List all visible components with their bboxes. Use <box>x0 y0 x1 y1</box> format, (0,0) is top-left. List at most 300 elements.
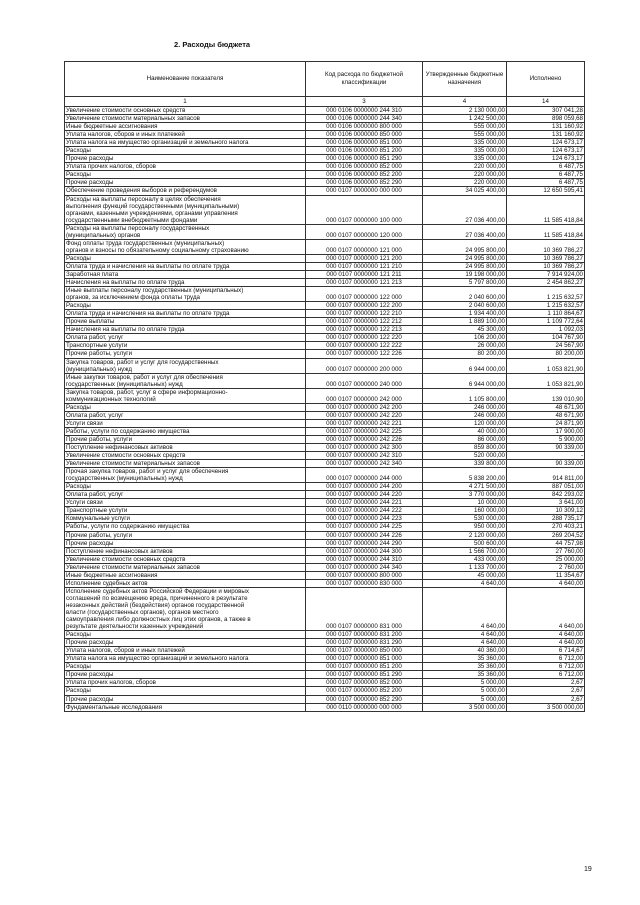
row-code: 000 0107 0000000 121 000 <box>306 239 423 254</box>
row-approved: 35 360,00 <box>423 663 507 671</box>
row-approved: 220 000,00 <box>423 179 507 187</box>
row-executed: 25 000,00 <box>507 555 585 563</box>
row-approved: 4 640,00 <box>423 587 507 630</box>
row-approved: 2 040 600,00 <box>423 302 507 310</box>
table-row <box>65 358 585 373</box>
row-name: Увеличение стоимости основных средств <box>65 452 306 460</box>
row-name: Закупка товаров, работ, услуг в сфере информационно- коммуникационных технологий <box>65 388 306 403</box>
table-row <box>65 507 585 515</box>
table-row <box>65 655 585 663</box>
row-executed: 842 293,02 <box>507 491 585 499</box>
row-name: Прочие работы, услуги <box>65 531 306 539</box>
row-approved: 6 944 000,00 <box>423 358 507 373</box>
table-row <box>65 123 585 131</box>
column-number: 3 <box>306 97 423 107</box>
row-approved: 5 000,00 <box>423 679 507 687</box>
table-row <box>65 695 585 703</box>
row-name: Иные выплаты персоналу государственных (муниципальных) органов, за исключением фонда оплаты труда <box>65 287 306 302</box>
table-row <box>65 318 585 326</box>
table-row <box>65 342 585 350</box>
row-code: 000 0106 0000000 851 290 <box>306 155 423 163</box>
row-code: 000 0107 0000000 852 290 <box>306 695 423 703</box>
header-name: Наименование показателя <box>65 62 306 97</box>
row-approved: 335 000,00 <box>423 147 507 155</box>
row-name: Услуги связи <box>65 499 306 507</box>
row-executed: 898 059,68 <box>507 115 585 123</box>
row-code: 000 0107 0000000 242 221 <box>306 419 423 427</box>
row-approved: 4 640,00 <box>423 639 507 647</box>
row-code: 000 0106 0000000 244 340 <box>306 115 423 123</box>
row-approved: 1 889 100,00 <box>423 318 507 326</box>
row-executed: - <box>507 452 585 460</box>
table-body <box>65 107 585 712</box>
row-executed: 3 500 000,00 <box>507 703 585 711</box>
row-name: Поступление нефинансовых активов <box>65 547 306 555</box>
row-executed: 24 567,90 <box>507 342 585 350</box>
row-executed: 124 673,17 <box>507 139 585 147</box>
column-number: 4 <box>423 97 507 107</box>
row-approved: 433 000,00 <box>423 555 507 563</box>
row-name: Транспортные услуги <box>65 507 306 515</box>
row-name: Расходы <box>65 631 306 639</box>
row-code: 000 0107 0000000 240 000 <box>306 373 423 388</box>
row-code: 000 0107 0000000 100 000 <box>306 195 423 224</box>
row-executed: 6 712,00 <box>507 663 585 671</box>
row-executed: 10 369 786,27 <box>507 254 585 262</box>
row-code: 000 0107 0000000 242 300 <box>306 444 423 452</box>
row-name: Прочие расходы <box>65 671 306 679</box>
row-code: 000 0107 0000000 121 211 <box>306 270 423 278</box>
table-row <box>65 155 585 163</box>
row-code: 000 0107 0000000 831 200 <box>306 631 423 639</box>
row-code: 000 0107 0000000 244 225 <box>306 523 423 531</box>
row-approved: 40 000,00 <box>423 427 507 435</box>
table-row <box>65 555 585 563</box>
row-name: Расходы <box>65 254 306 262</box>
row-code: 000 0107 0000000 242 220 <box>306 411 423 419</box>
row-code: 000 0106 0000000 244 310 <box>306 107 423 115</box>
table-row <box>65 270 585 278</box>
row-executed: 80 200,00 <box>507 350 585 358</box>
table-row <box>65 579 585 587</box>
row-name: Исполнение судебных актов <box>65 579 306 587</box>
section-title: 2. Расходы бюджета <box>174 40 251 49</box>
row-approved: 220 000,00 <box>423 163 507 171</box>
row-code: 000 0107 0000000 244 223 <box>306 515 423 523</box>
column-number: 1 <box>65 97 306 107</box>
row-name: Услуги связи <box>65 419 306 427</box>
row-code: 000 0107 0000000 120 000 <box>306 224 423 239</box>
row-name: Прочие выплаты <box>65 318 306 326</box>
row-code: 000 0107 0000000 242 225 <box>306 427 423 435</box>
row-approved: 45 000,00 <box>423 571 507 579</box>
row-executed: 1 092,03 <box>507 326 585 334</box>
row-code: 000 0107 0000000 122 226 <box>306 350 423 358</box>
row-name: Начисления на выплаты по оплате труда <box>65 326 306 334</box>
table-row <box>65 224 585 239</box>
row-code: 000 0107 0000000 244 220 <box>306 491 423 499</box>
table-row <box>65 547 585 555</box>
table-row <box>65 147 585 155</box>
header-executed: Исполнено <box>507 62 585 97</box>
row-code: 000 0107 0000000 000 000 <box>306 187 423 195</box>
table-row <box>65 571 585 579</box>
row-executed: 288 735,17 <box>507 515 585 523</box>
row-executed: 6 712,00 <box>507 671 585 679</box>
row-executed: 131 160,92 <box>507 123 585 131</box>
row-approved: 27 036 400,00 <box>423 224 507 239</box>
row-name: Фонд оплаты труда государственных (муниципальных) органов и взносы по обязательному социальному страхованию <box>65 239 306 254</box>
row-executed: 2,67 <box>507 695 585 703</box>
row-approved: 5 000,00 <box>423 695 507 703</box>
row-approved: 3 770 000,00 <box>423 491 507 499</box>
row-approved: 555 000,00 <box>423 123 507 131</box>
row-approved: 5 000,00 <box>423 687 507 695</box>
row-name: Иные закупки товаров, работ и услуг для обеспечения государственных (муниципальных) нужд <box>65 373 306 388</box>
row-executed: 131 160,92 <box>507 131 585 139</box>
row-name: Прочие расходы <box>65 179 306 187</box>
row-executed: 2,67 <box>507 679 585 687</box>
table-row <box>65 115 585 123</box>
row-approved: 40 360,00 <box>423 647 507 655</box>
row-code: 000 0106 0000000 852 000 <box>306 163 423 171</box>
row-approved: 335 000,00 <box>423 155 507 163</box>
row-name: Работы, услуги по содержанию имущества <box>65 523 306 531</box>
row-code: 000 0107 0000000 831 000 <box>306 587 423 630</box>
row-approved: 246 000,00 <box>423 403 507 411</box>
table-row <box>65 491 585 499</box>
row-approved: 5 797 800,00 <box>423 279 507 287</box>
row-name: Коммунальные услуги <box>65 515 306 523</box>
row-approved: 45 300,00 <box>423 326 507 334</box>
row-name: Прочая закупка товаров, работ и услуг для обеспечения государственных (муниципальных) нужд <box>65 468 306 483</box>
row-name: Увеличение стоимости основных средств <box>65 107 306 115</box>
table-row <box>65 671 585 679</box>
row-approved: 106 200,00 <box>423 334 507 342</box>
row-approved: 24 995 800,00 <box>423 239 507 254</box>
row-approved: 2 040 600,00 <box>423 287 507 302</box>
row-name: Расходы <box>65 687 306 695</box>
table-row <box>65 350 585 358</box>
row-executed: 104 767,90 <box>507 334 585 342</box>
row-code: 000 0107 0000000 244 310 <box>306 555 423 563</box>
row-name: Обеспечение проведения выборов и референдумов <box>65 187 306 195</box>
table-row <box>65 310 585 318</box>
row-executed: 11 585 418,84 <box>507 224 585 239</box>
row-name: Заработная плата <box>65 270 306 278</box>
row-approved: 246 000,00 <box>423 411 507 419</box>
row-name: Уплата налогов, сборов и иных платежей <box>65 647 306 655</box>
row-name: Прочие расходы <box>65 639 306 647</box>
row-code: 000 0107 0000000 244 200 <box>306 483 423 491</box>
row-executed: 48 671,90 <box>507 411 585 419</box>
row-executed: 307 041,28 <box>507 107 585 115</box>
row-name: Прочие работы, услуги <box>65 435 306 443</box>
row-code: 000 0106 0000000 800 000 <box>306 123 423 131</box>
table-row <box>65 131 585 139</box>
row-code: 000 0106 0000000 850 000 <box>306 131 423 139</box>
row-code: 000 0107 0000000 121 210 <box>306 262 423 270</box>
row-approved: 35 360,00 <box>423 655 507 663</box>
row-code: 000 0107 0000000 244 000 <box>306 468 423 483</box>
row-name: Расходы <box>65 171 306 179</box>
row-name: Расходы <box>65 302 306 310</box>
row-executed: 1 215 632,57 <box>507 287 585 302</box>
row-code: 000 0107 0000000 242 310 <box>306 452 423 460</box>
row-code: 000 0107 0000000 851 200 <box>306 663 423 671</box>
row-approved: 1 934 400,00 <box>423 310 507 318</box>
row-name: Транспортные услуги <box>65 342 306 350</box>
row-name: Расходы <box>65 483 306 491</box>
row-name: Оплата работ, услуг <box>65 334 306 342</box>
table-row <box>65 679 585 687</box>
row-code: 000 0107 0000000 244 221 <box>306 499 423 507</box>
row-executed: 12 650 595,41 <box>507 187 585 195</box>
table-row <box>65 687 585 695</box>
row-approved: 4 271 500,00 <box>423 483 507 491</box>
row-executed: 5 900,00 <box>507 435 585 443</box>
table-row <box>65 515 585 523</box>
column-number: 14 <box>507 97 585 107</box>
table-row <box>65 460 585 468</box>
table-row <box>65 239 585 254</box>
table-row <box>65 452 585 460</box>
table-row <box>65 171 585 179</box>
row-executed: 2,67 <box>507 687 585 695</box>
table-row <box>65 373 585 388</box>
row-name: Поступление нефинансовых активов <box>65 444 306 452</box>
row-code: 000 0107 0000000 830 000 <box>306 579 423 587</box>
row-name: Начисления на выплаты по оплате труда <box>65 279 306 287</box>
table-row <box>65 539 585 547</box>
row-executed: 4 640,00 <box>507 631 585 639</box>
row-executed: 1 053 821,90 <box>507 358 585 373</box>
table-row <box>65 326 585 334</box>
row-executed: 6 714,67 <box>507 647 585 655</box>
row-approved: 4 640,00 <box>423 579 507 587</box>
table-row <box>65 587 585 630</box>
row-name: Прочие расходы <box>65 155 306 163</box>
row-approved: 4 640,00 <box>423 631 507 639</box>
row-code: 000 0107 0000000 244 290 <box>306 539 423 547</box>
row-executed: 1 215 632,57 <box>507 302 585 310</box>
row-executed: 124 673,17 <box>507 155 585 163</box>
table-row <box>65 279 585 287</box>
row-approved: 220 000,00 <box>423 171 507 179</box>
page-number: 19 <box>584 866 592 873</box>
row-name: Исполнение судебных актов Российской Федерации и мировых соглашений по возмещению вреда, причиненного в результате незаконных действий (бездействия) органов государственной власти (государственных органов), органов местного самоуправления либо должностных лиц этих органов, а также в результате деятельности казенных учреждений <box>65 587 306 630</box>
row-executed: 11 354,67 <box>507 571 585 579</box>
table-row <box>65 531 585 539</box>
row-approved: 530 000,00 <box>423 515 507 523</box>
row-approved: 2 120 000,00 <box>423 531 507 539</box>
row-executed: 914 811,00 <box>507 468 585 483</box>
table-row <box>65 179 585 187</box>
table-row <box>65 107 585 115</box>
table-row <box>65 647 585 655</box>
table-row <box>65 388 585 403</box>
row-name: Расходы <box>65 663 306 671</box>
row-code: 000 0107 0000000 831 290 <box>306 639 423 647</box>
row-executed: 1 110 864,67 <box>507 310 585 318</box>
row-executed: 6 487,75 <box>507 171 585 179</box>
row-code: 000 0107 0000000 242 200 <box>306 403 423 411</box>
row-approved: 335 000,00 <box>423 139 507 147</box>
row-approved: 27 036 400,00 <box>423 195 507 224</box>
row-approved: 19 198 000,00 <box>423 270 507 278</box>
row-executed: 887 051,00 <box>507 483 585 491</box>
row-name: Уплата налогов, сборов и иных платежей <box>65 131 306 139</box>
table-row <box>65 195 585 224</box>
row-code: 000 0107 0000000 851 290 <box>306 671 423 679</box>
row-executed: 4 640,00 <box>507 639 585 647</box>
row-approved: 26 000,00 <box>423 342 507 350</box>
row-code: 000 0107 0000000 244 340 <box>306 563 423 571</box>
row-code: 000 0107 0000000 121 200 <box>306 254 423 262</box>
row-code: 000 0107 0000000 122 222 <box>306 342 423 350</box>
row-name: Расходы на выплаты персоналу в целях обеспечения выполнения функций государственными (муниципальными) органами, казенными учреждениями, органами управления государственными внебюджетными фондами <box>65 195 306 224</box>
row-approved: 1 133 700,00 <box>423 563 507 571</box>
row-code: 000 0107 0000000 122 000 <box>306 287 423 302</box>
table-row <box>65 468 585 483</box>
row-code: 000 0107 0000000 244 222 <box>306 507 423 515</box>
row-code: 000 0107 0000000 850 000 <box>306 647 423 655</box>
row-approved: 1 242 500,00 <box>423 115 507 123</box>
table-row <box>65 403 585 411</box>
row-executed: 3 641,00 <box>507 499 585 507</box>
row-executed: 44 757,98 <box>507 539 585 547</box>
row-code: 000 0107 0000000 122 220 <box>306 334 423 342</box>
row-name: Оплата труда и начисления на выплаты по оплате труда <box>65 262 306 270</box>
row-approved: 3 500 000,00 <box>423 703 507 711</box>
row-code: 000 0107 0000000 122 200 <box>306 302 423 310</box>
row-executed: 2 760,00 <box>507 563 585 571</box>
row-executed: 139 010,90 <box>507 388 585 403</box>
header-code: Код расхода по бюджетной классификации <box>306 62 423 97</box>
row-executed: 4 640,00 <box>507 579 585 587</box>
header-approved: Утвержденные бюджетные назначения <box>423 62 507 97</box>
row-executed: 10 309,12 <box>507 507 585 515</box>
row-executed: 269 204,52 <box>507 531 585 539</box>
row-approved: 520 000,00 <box>423 452 507 460</box>
table-row <box>65 639 585 647</box>
row-code: 000 0106 0000000 852 200 <box>306 171 423 179</box>
row-name: Оплата работ, услуг <box>65 411 306 419</box>
row-name: Прочие расходы <box>65 695 306 703</box>
row-approved: 950 000,00 <box>423 523 507 531</box>
row-name: Увеличение стоимости основных средств <box>65 555 306 563</box>
row-executed: 1 053 821,90 <box>507 373 585 388</box>
table-row <box>65 262 585 270</box>
row-name: Уплата прочих налогов, сборов <box>65 679 306 687</box>
row-approved: 2 130 000,00 <box>423 107 507 115</box>
table-row <box>65 444 585 452</box>
table-row <box>65 419 585 427</box>
table-row <box>65 631 585 639</box>
row-name: Уплата налога на имущество организаций и земельного налога <box>65 139 306 147</box>
row-name: Уплата прочих налогов, сборов <box>65 163 306 171</box>
row-executed: 6 712,00 <box>507 655 585 663</box>
row-executed: 1 109 772,64 <box>507 318 585 326</box>
row-code: 000 0107 0000000 244 300 <box>306 547 423 555</box>
row-name: Закупка товаров, работ и услуг для государственных (муниципальных) нужд <box>65 358 306 373</box>
row-code: 000 0107 0000000 122 212 <box>306 318 423 326</box>
row-code: 000 0107 0000000 242 226 <box>306 435 423 443</box>
row-code: 000 0110 0000000 000 000 <box>306 703 423 711</box>
table-row <box>65 523 585 531</box>
row-executed: 4 640,00 <box>507 587 585 630</box>
table-row <box>65 163 585 171</box>
table-row <box>65 187 585 195</box>
row-code: 000 0107 0000000 200 000 <box>306 358 423 373</box>
row-code: 000 0107 0000000 800 000 <box>306 571 423 579</box>
table-row <box>65 254 585 262</box>
row-code: 000 0107 0000000 851 000 <box>306 655 423 663</box>
row-name: Иные бюджетные ассигнования <box>65 571 306 579</box>
table-row <box>65 411 585 419</box>
row-name: Прочие расходы <box>65 539 306 547</box>
row-executed: 24 871,90 <box>507 419 585 427</box>
table-row <box>65 139 585 147</box>
row-code: 000 0106 0000000 851 000 <box>306 139 423 147</box>
row-name: Расходы <box>65 147 306 155</box>
row-approved: 35 360,00 <box>423 671 507 679</box>
row-name: Увеличение стоимости материальных запасов <box>65 460 306 468</box>
row-executed: 270 403,21 <box>507 523 585 531</box>
table-row <box>65 427 585 435</box>
row-executed: 6 487,75 <box>507 179 585 187</box>
table-row <box>65 334 585 342</box>
row-code: 000 0107 0000000 852 200 <box>306 687 423 695</box>
row-approved: 86 000,00 <box>423 435 507 443</box>
row-code: 000 0107 0000000 122 210 <box>306 310 423 318</box>
row-code: 000 0107 0000000 852 000 <box>306 679 423 687</box>
row-executed: 124 673,17 <box>507 147 585 155</box>
row-executed: 17 900,00 <box>507 427 585 435</box>
row-approved: 24 995 800,00 <box>423 262 507 270</box>
row-name: Уплата налога на имущество организаций и земельного налога <box>65 655 306 663</box>
row-name: Увеличение стоимости материальных запасов <box>65 115 306 123</box>
row-approved: 1 566 700,00 <box>423 547 507 555</box>
table-row <box>65 563 585 571</box>
row-executed: 10 369 786,27 <box>507 262 585 270</box>
table-row <box>65 302 585 310</box>
row-approved: 80 200,00 <box>423 350 507 358</box>
row-executed: 2 454 862,27 <box>507 279 585 287</box>
table-row <box>65 483 585 491</box>
table-row <box>65 499 585 507</box>
row-code: 000 0107 0000000 121 213 <box>306 279 423 287</box>
row-name: Фундаментальные исследования <box>65 703 306 711</box>
row-name: Оплата работ, услуг <box>65 491 306 499</box>
row-approved: 6 944 000,00 <box>423 373 507 388</box>
row-code: 000 0106 0000000 852 290 <box>306 179 423 187</box>
table-row <box>65 435 585 443</box>
budget-expenses-table <box>64 61 585 712</box>
row-name: Прочие работы, услуги <box>65 350 306 358</box>
row-name: Иные бюджетные ассигнования <box>65 123 306 131</box>
row-executed: 11 585 418,84 <box>507 195 585 224</box>
row-code: 000 0107 0000000 242 000 <box>306 388 423 403</box>
row-name: Работы, услуги по содержанию имущества <box>65 427 306 435</box>
row-approved: 160 000,00 <box>423 507 507 515</box>
table-header-row <box>65 62 585 97</box>
row-code: 000 0107 0000000 122 213 <box>306 326 423 334</box>
row-name: Расходы на выплаты персоналу государственных (муниципальных) органов <box>65 224 306 239</box>
row-code: 000 0107 0000000 244 226 <box>306 531 423 539</box>
column-number-row <box>65 97 585 107</box>
row-name: Оплата труда и начисления на выплаты по оплате труда <box>65 310 306 318</box>
